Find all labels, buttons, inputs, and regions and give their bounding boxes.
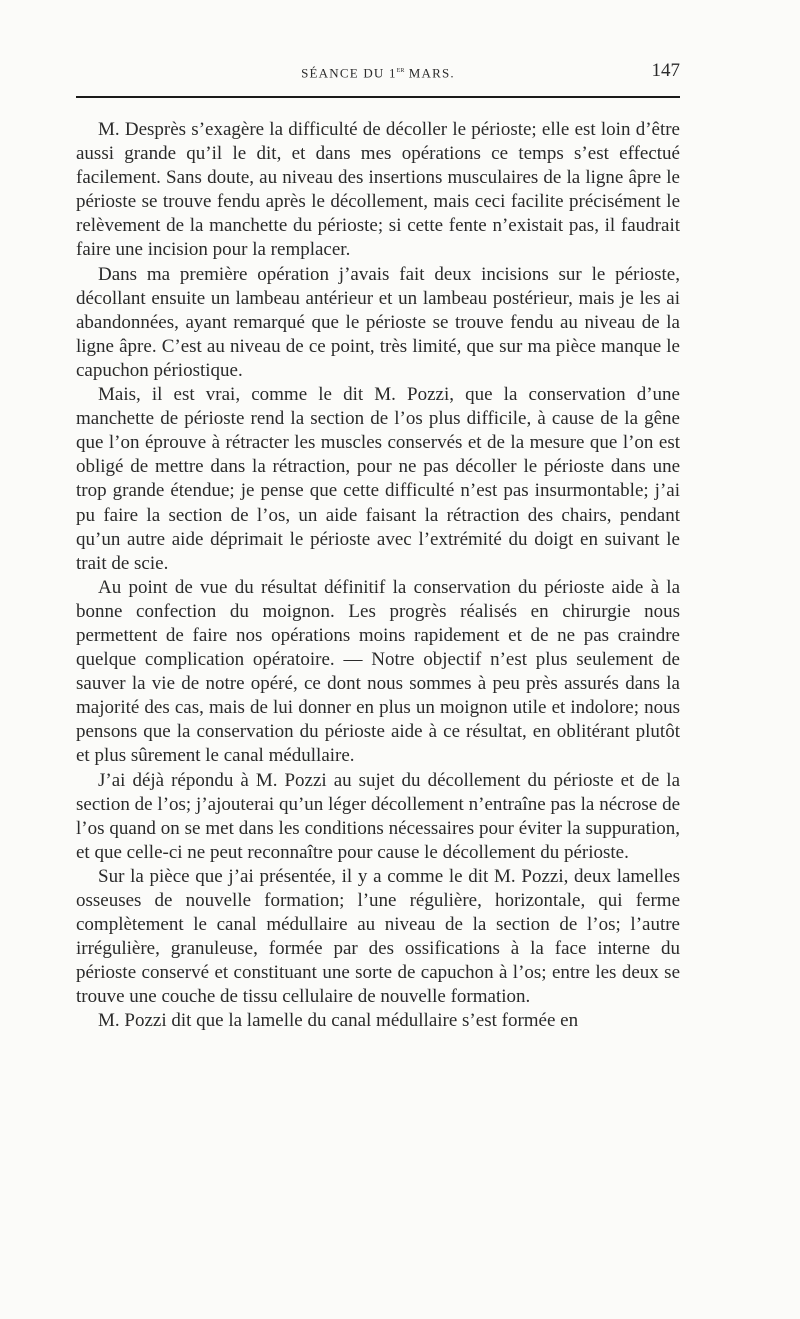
- paragraph: Sur la pièce que j’ai présentée, il y a comme le dit M. Pozzi, deux lamelles osseuses de nouvelle formation; l’une régulière, horizontale, qui ferme complètement le canal médullaire au niveau de la section de l’os; l’autre irrégulière, granuleuse, formée par des ossifications à la face interne du périoste conservé et constituant une sorte de capuchon à l’os; entre les deux se trouve une couche de tissu cellulaire de nouvelle formation.: [76, 865, 680, 1008]
- page-number: 147: [651, 60, 680, 81]
- paragraph: Dans ma première opération j’avais fait deux incisions sur le périoste, décollant ensuite un lambeau antérieur et un lambeau postérieur, mais je les ai abandonnées, ayant remarqué que le périoste se trouve fendu au niveau de la ligne âpre. C’est au niveau de ce point, très limité, que sur ma pièce manque le capuchon périostique.: [76, 263, 680, 381]
- paragraph: J’ai déjà répondu à M. Pozzi au sujet du décollement du périoste et de la section de l’os; j’ajouterai qu’un léger décollement n’entraîne pas la nécrose de l’os quand on se met dans les conditions nécessaires pour éviter la suppuration, et que celle-ci ne peut reconnaître pour cause le décollement du périoste.: [76, 769, 680, 863]
- running-head-text: SÉANCE DU 1: [301, 65, 397, 81]
- paragraph: M. Desprès s’exagère la difficulté de décoller le périoste; elle est loin d’être aussi grande qu’il le dit, et dans mes opérations ce temps s’est effectué facilement. Sans doute, au niveau des insertions musculaires de la ligne âpre le périoste se trouve fendu après le décollement, mais ceci facilite précisément le relèvement de la manchette du périoste; si cette fente n’existait pas, il faudrait faire une incision pour la remplacer.: [76, 119, 680, 261]
- running-head-superscript: er: [396, 64, 405, 74]
- paragraph: Mais, il est vrai, comme le dit M. Pozzi, que la conservation d’une manchette de périoste rend la section de l’os plus difficile, à cause de la gêne que l’on éprouve à rétracter les muscles conservés et de la mesure que l’on est obligé de mettre dans la rétraction, pour ne pas décoller le périoste dans une trop grande étendue; je pense que cette difficulté n’est pas insurmontable; j’ai pu faire la section de l’os, un aide faisant la rétraction des chairs, pendant qu’un autre aide déprimait le périoste avec l’extrémité du doigt en suivant le trait de scie.: [76, 384, 680, 574]
- header-rule: [76, 96, 680, 98]
- running-head: [76, 64, 680, 81]
- paragraph: Au point de vue du résultat définitif la conservation du périoste aide à la bonne confection du moignon. Les progrès réalisés en chirurgie nous permettent de faire nos opérations moins rapidement et de ne pas craindre quelque complication opératoire. — Notre objectif n’est plus seulement de sauver la vie de notre opéré, ce dont nous sommes à peu près assurés dans la majorité des cas, mais de lui donner en plus un moignon utile et indolore; nous pensons que la conservation du périoste aide à ce résultat, en oblitérant plutôt et plus sûrement le canal médullaire.: [76, 576, 680, 767]
- page-header: [76, 58, 680, 88]
- paragraph: M. Pozzi dit que la lamelle du canal médullaire s’est formée en: [98, 1010, 579, 1032]
- book-page: [76, 58, 680, 1034]
- body-text: [76, 118, 680, 1034]
- running-head-text-end: MARS.: [404, 65, 455, 81]
